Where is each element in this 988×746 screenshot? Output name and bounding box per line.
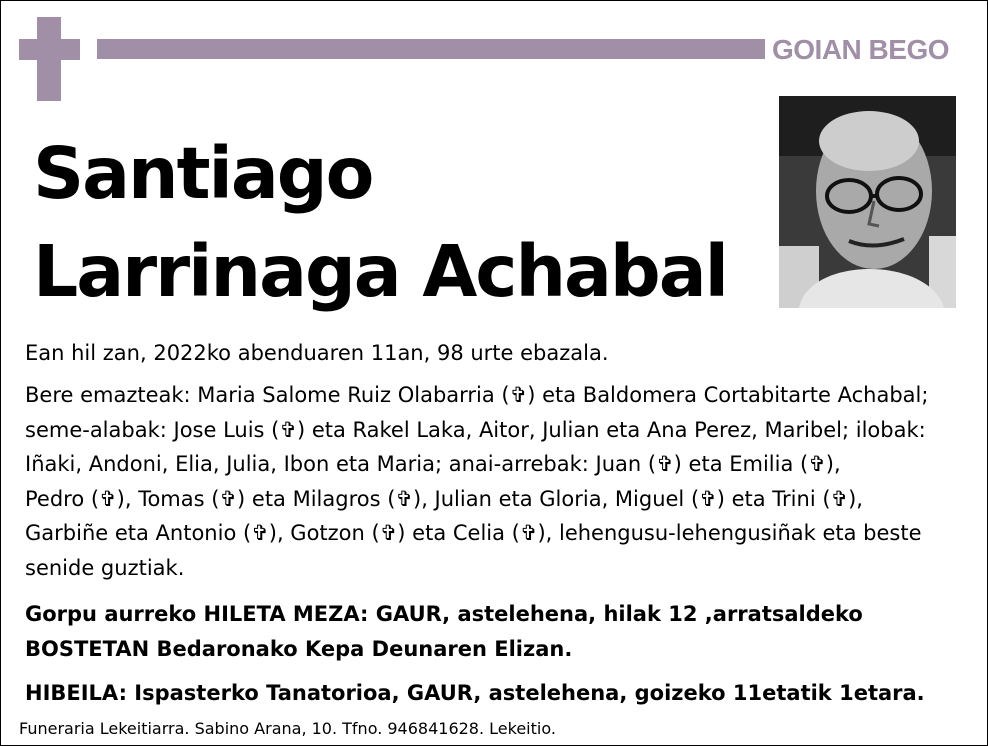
family-line: Pedro (✞), Tomas (✞) eta Milagros (✞), Julian eta Gloria, Miguel (✞) eta Trini (✞), xyxy=(25,486,863,511)
family-line: Iñaki, Andoni, Elia, Julia, Ibon eta Maria; anai-arrebak: Juan (✞) eta Emilia (✞), xyxy=(25,452,841,476)
family-line: Garbiñe eta Antonio (✞), Gotzon (✞) eta Celia (✞), lehengusu-lehengusiñak eta beste xyxy=(25,521,922,545)
wake-info: HIBEILA: Ispasterko Tanatorioa, GAUR, astelehena, goizeko 11etatik 1etara. xyxy=(25,681,925,705)
cross-icon-bar xyxy=(19,39,80,60)
portrait-photo xyxy=(779,96,956,308)
header-rule xyxy=(97,39,765,59)
deceased-first-name: Santiago xyxy=(33,132,373,215)
funeral-mass-line: Gorpu aurreko HILETA MEZA: GAUR, astelehena, hilak 12 ,arratsaldeko xyxy=(25,602,863,626)
portrait-photo-image xyxy=(779,96,956,308)
family-line: seme-alabak: Jose Luis (✞) eta Rakel Laka, Aitor, Julian eta Ana Perez, Maribel; ilobak: xyxy=(25,417,926,442)
family-line: Bere emazteak: Maria Salome Ruiz Olabarria (✞) eta Baldomera Cortabitarte Achabal; xyxy=(25,383,929,407)
funeral-mass-line: BOSTETAN Bedaronako Kepa Deunaren Elizan. xyxy=(25,636,573,661)
funeral-home-footer: Funeraria Lekeitiarra. Sabino Arana, 10. Tfno. 946841628. Lekeitio. xyxy=(19,719,556,738)
death-notice: Ean hil zan, 2022ko abenduaren 11an, 98 urte ebazala. xyxy=(25,341,609,365)
deceased-surnames: Larrinaga Achabal xyxy=(33,230,727,313)
family-list xyxy=(25,378,965,585)
family-line: senide guztiak. xyxy=(25,555,185,580)
section-heading: GOIAN BEGO xyxy=(772,34,950,65)
funeral-mass xyxy=(25,597,965,666)
